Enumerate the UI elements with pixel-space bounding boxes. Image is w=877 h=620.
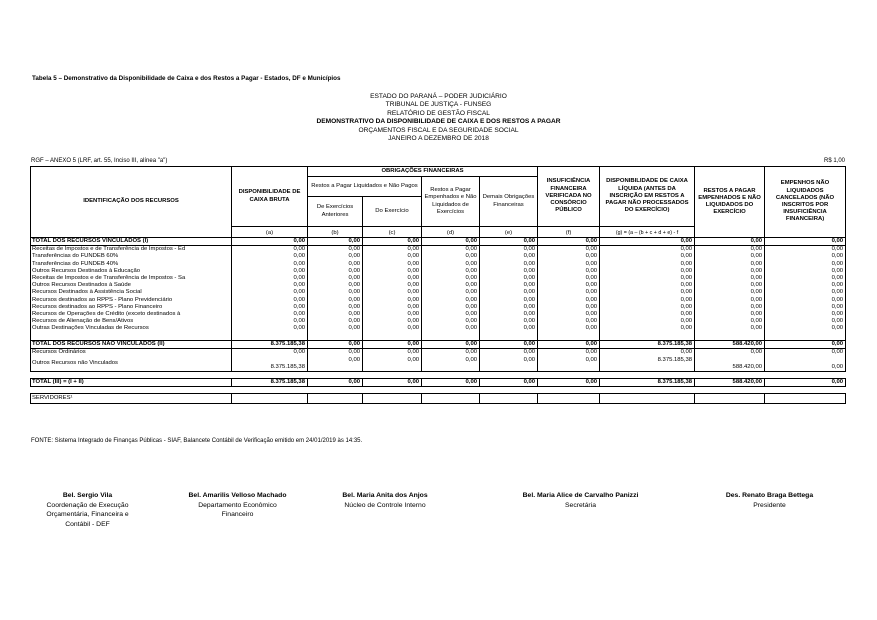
row-label: TOTAL (III) = (I + II) xyxy=(31,378,232,386)
cell: 0,00 xyxy=(695,349,765,357)
cell: 0,00 xyxy=(600,318,695,325)
header-line-2: TRIBUNAL DE JUSTIÇA - FUNSEG xyxy=(385,101,492,109)
cell: 0,00 xyxy=(363,268,422,275)
cell: 0,00 xyxy=(480,289,538,296)
row-total-geral xyxy=(31,378,846,386)
cell: 0,00 xyxy=(538,261,600,268)
cell: 0,00 xyxy=(538,378,600,386)
cell: 8.375.185,38 xyxy=(600,378,695,386)
col-disponibilidade: DISPONIBILIDADE DE CAIXA BRUTA xyxy=(232,167,308,227)
cell: 0,00 xyxy=(363,246,422,254)
cell: 0,00 xyxy=(422,289,480,296)
table-row xyxy=(31,297,846,304)
cell: 0,00 xyxy=(363,289,422,296)
table-row xyxy=(31,268,846,275)
cell: 0,00 xyxy=(765,238,846,246)
cell: 8.375.185,38 xyxy=(232,378,308,386)
cell: 0,00 xyxy=(422,349,480,357)
cell: 8.375.185,38 xyxy=(232,357,308,372)
row-label: Recursos de Alienação de Bens/Ativos xyxy=(31,318,232,325)
cell: 0,00 xyxy=(538,238,600,246)
signatory-role: Coordenação de Execução xyxy=(46,501,129,509)
signature-block xyxy=(30,491,145,529)
cell: 0,00 xyxy=(765,282,846,289)
row-label: Outros Recursos não Vinculados xyxy=(31,357,232,372)
cell: 0,00 xyxy=(480,318,538,325)
col-restos-empenhados: Restos a Pagar Empenhados e Não Liquidados de Exercícios xyxy=(422,177,480,227)
signatory-role: Contábil - DEF xyxy=(65,520,110,528)
cell: 0,00 xyxy=(232,289,308,296)
table-row xyxy=(31,246,846,254)
cell: 0,00 xyxy=(363,349,422,357)
cell: 0,00 xyxy=(308,238,363,246)
cell: 0,00 xyxy=(422,275,480,282)
cell: 0,00 xyxy=(308,289,363,296)
cell: 0,00 xyxy=(422,268,480,275)
cell: 0,00 xyxy=(308,261,363,268)
cell: 0,00 xyxy=(422,238,480,246)
cell: 8.375.185,38 xyxy=(600,357,695,372)
cell: 0,00 xyxy=(765,311,846,318)
table-row xyxy=(31,253,846,260)
cell: 0,00 xyxy=(765,268,846,275)
cell: 0,00 xyxy=(232,304,308,311)
cell: 0,00 xyxy=(308,325,363,332)
col-obrigacoes: OBRIGAÇÕES FINANCEIRAS xyxy=(308,167,538,177)
cell: 0,00 xyxy=(480,246,538,254)
cell: 0,00 xyxy=(600,311,695,318)
cell: 0,00 xyxy=(600,349,695,357)
cell: 0,00 xyxy=(480,341,538,349)
cell: 0,00 xyxy=(600,304,695,311)
table-row xyxy=(31,261,846,268)
row-label: Receitas de Impostos e de Transferência de Impostos - Sa xyxy=(31,275,232,282)
cell: 0,00 xyxy=(363,253,422,260)
row-label: Recursos destinados ao RPPS - Plano Previdenciário xyxy=(31,297,232,304)
cell: 0,00 xyxy=(765,253,846,260)
cell: 0,00 xyxy=(422,261,480,268)
table-row xyxy=(31,311,846,318)
cell: 0,00 xyxy=(765,289,846,296)
cell: 588.420,00 xyxy=(695,357,765,372)
cell: 0,00 xyxy=(232,349,308,357)
cell: 0,00 xyxy=(765,304,846,311)
col-disponibilidade-liquida: DISPONIBILIDADE DE CAIXA LÍQUIDA (ANTES DA INSCRIÇÃO EM RESTOS A PAGAR NÃO PROCESSADOS DO EXERCÍCIO) xyxy=(600,167,695,227)
row-servidores xyxy=(31,393,846,403)
signatory-name: Bel. Amarilis Velloso Machado xyxy=(188,492,287,499)
cell: 0,00 xyxy=(232,246,308,254)
table-row xyxy=(31,304,846,311)
cell: 0,00 xyxy=(363,282,422,289)
cell: 0,00 xyxy=(538,275,600,282)
letter-c: (c) xyxy=(363,227,422,238)
cell: 0,00 xyxy=(232,325,308,332)
cell: 0,00 xyxy=(363,261,422,268)
header-line-4: DEMONSTRATIVO DA DISPONIBILIDADE DE CAIXA E DOS RESTOS A PAGAR xyxy=(316,118,561,126)
cell: 0,00 xyxy=(695,282,765,289)
cell: 0,00 xyxy=(765,341,846,349)
letter-a: (a) xyxy=(232,227,308,238)
cell: 0,00 xyxy=(538,304,600,311)
signatory-role: Financeiro xyxy=(221,511,254,518)
table-row xyxy=(31,318,846,325)
cell: 0,00 xyxy=(308,318,363,325)
row-label: Transferências do FUNDEB 60% xyxy=(31,253,232,260)
cell: 0,00 xyxy=(363,297,422,304)
cell: 0,00 xyxy=(363,378,422,386)
cell: 0,00 xyxy=(538,297,600,304)
cell: 0,00 xyxy=(422,318,480,325)
signatory-role: Núcleo de Controle Interno xyxy=(344,501,426,509)
cell: 0,00 xyxy=(480,325,538,332)
cell: 0,00 xyxy=(765,297,846,304)
cell: 0,00 xyxy=(695,246,765,254)
cell: 0,00 xyxy=(422,282,480,289)
cell: 0,00 xyxy=(538,349,600,357)
cell: 0,00 xyxy=(363,311,422,318)
row-label: Recursos de Operações de Crédito (exceto destinados à xyxy=(31,311,232,318)
cell: 0,00 xyxy=(480,261,538,268)
cell: 0,00 xyxy=(480,282,538,289)
row-label: TOTAL DOS RECURSOS VINCULADOS (I) xyxy=(31,238,232,246)
page-title: Tabela 5 – Demonstrativo da Disponibilidade de Caixa e dos Restos a Pagar - Estados, DF e Municípios xyxy=(32,75,341,82)
header-line-5: ORÇAMENTOS FISCAL E DA SEGURIDADE SOCIAL xyxy=(358,126,519,134)
cell: 0,00 xyxy=(422,304,480,311)
cell: 0,00 xyxy=(600,275,695,282)
cell: 0,00 xyxy=(363,275,422,282)
report-header xyxy=(0,93,877,143)
cell: 0,00 xyxy=(232,311,308,318)
cell: 0,00 xyxy=(363,238,422,246)
cell: 0,00 xyxy=(422,297,480,304)
signatory-role: Secretária xyxy=(565,501,596,509)
cell: 0,00 xyxy=(765,349,846,357)
cell: 0,00 xyxy=(600,325,695,332)
row-label: Outros Recursos Destinados à Saúde xyxy=(31,282,232,289)
table-row xyxy=(31,282,846,289)
cell: 0,00 xyxy=(308,304,363,311)
col-demais: Demais Obrigações Financeiras xyxy=(480,177,538,227)
letter-b: (b) xyxy=(308,227,363,238)
row-label: TOTAL DOS RECURSOS NÃO VINCULADOS (II) xyxy=(31,341,232,349)
row-label: Recursos Destinados à Assistência Social xyxy=(31,289,232,296)
cell: 0,00 xyxy=(600,297,695,304)
cell: 0,00 xyxy=(480,349,538,357)
cell: 0,00 xyxy=(538,311,600,318)
col-exercicios-anteriores: De Exercícios Anteriores xyxy=(308,197,363,227)
cell: 0,00 xyxy=(695,318,765,325)
spacer-row xyxy=(31,386,846,393)
signatory-role: Orçamentária, Financeira e xyxy=(46,511,129,518)
cell: 0,00 xyxy=(363,341,422,349)
header-line-1: ESTADO DO PARANÁ – PODER JUDICIÁRIO xyxy=(370,93,507,100)
col-restos-nao-liquidados: RESTOS A PAGAR EMPENHADOS E NÃO LIQUIDADOS DO EXERCÍCIO xyxy=(695,167,765,238)
cell: 0,00 xyxy=(232,238,308,246)
cell: 0,00 xyxy=(765,325,846,332)
cell: 0,00 xyxy=(695,311,765,318)
cell: 0,00 xyxy=(600,268,695,275)
cell: 0,00 xyxy=(308,268,363,275)
cell: 0,00 xyxy=(765,318,846,325)
cell: 0,00 xyxy=(538,325,600,332)
signatory-name: Bel. Maria Alice de Carvalho Panizzi xyxy=(522,492,639,499)
cell: 0,00 xyxy=(422,341,480,349)
cell: 0,00 xyxy=(600,261,695,268)
signature-block xyxy=(498,491,663,510)
legal-reference: RGF – ANEXO 5 (LRF, art. 55, Inciso III, alínea "a") xyxy=(31,158,168,164)
cell: 0,00 xyxy=(308,246,363,254)
cell: 0,00 xyxy=(363,318,422,325)
row-label: Recursos Ordinários xyxy=(31,349,232,357)
cell: 0,00 xyxy=(695,289,765,296)
signatory-role: Departamento Econômico xyxy=(198,501,277,509)
cell: 0,00 xyxy=(538,318,600,325)
signatory-name: Des. Renato Braga Bettega xyxy=(725,492,814,499)
source-note: FONTE: Sistema Integrado de Finanças Públicas - SIAF, Balancete Contábil de Verificação emitido em 24/01/2019 às 14:35. xyxy=(31,438,363,444)
cell: 0,00 xyxy=(538,341,600,349)
cell: 0,00 xyxy=(538,357,600,372)
cell: 0,00 xyxy=(308,311,363,318)
signature-block xyxy=(325,491,445,510)
cell: 0,00 xyxy=(480,311,538,318)
cell: 0,00 xyxy=(600,289,695,296)
row-recursos-ordinarios xyxy=(31,349,846,357)
cell: 588.420,00 xyxy=(695,341,765,349)
cell: 8.375.185,38 xyxy=(600,341,695,349)
cell: 588.420,00 xyxy=(695,378,765,386)
cell: 0,00 xyxy=(308,349,363,357)
cell: 0,00 xyxy=(363,357,422,372)
cell: 0,00 xyxy=(538,282,600,289)
col-empenhos-cancelados: EMPENHOS NÃO LIQUIDADOS CANCELADOS (NÃO INSCRITOS POR INSUFICIÊNCIA FINANCEIRA) xyxy=(765,167,846,238)
letter-e: (e) xyxy=(480,227,538,238)
currency-unit: R$ 1,00 xyxy=(823,158,845,164)
row-label: Transferências do FUNDEB 40% xyxy=(31,261,232,268)
cell: 0,00 xyxy=(480,275,538,282)
cell: 0,00 xyxy=(538,268,600,275)
col-restos-liquidados: Restos a Pagar Liquidados e Não Pagos xyxy=(308,177,422,197)
cell: 8.375.185,38 xyxy=(232,341,308,349)
letter-f: (f) xyxy=(538,227,600,238)
cell: 0,00 xyxy=(422,311,480,318)
spacer-row xyxy=(31,371,846,378)
signature-block xyxy=(175,491,300,520)
cell: 0,00 xyxy=(308,357,363,372)
cell: 0,00 xyxy=(232,282,308,289)
header-line-3: RELATÓRIO DE GESTÃO FISCAL xyxy=(387,109,490,117)
cell: 0,00 xyxy=(232,275,308,282)
header-line-6: JANEIRO A DEZEMBRO DE 2018 xyxy=(388,135,489,143)
cell: 0,00 xyxy=(695,261,765,268)
cell: 0,00 xyxy=(695,304,765,311)
cell: 0,00 xyxy=(765,261,846,268)
cell: 0,00 xyxy=(232,253,308,260)
col-identificacao: IDENTIFICAÇÃO DOS RECURSOS xyxy=(31,167,232,238)
cell: 0,00 xyxy=(232,261,308,268)
signatory-name: Bel. Sergio Vila xyxy=(62,492,113,499)
cell: 0,00 xyxy=(695,238,765,246)
cell: 0,00 xyxy=(232,268,308,275)
table-row xyxy=(31,325,846,332)
cell: 0,00 xyxy=(422,378,480,386)
cell: 0,00 xyxy=(695,268,765,275)
cell: 0,00 xyxy=(765,246,846,254)
cell: 0,00 xyxy=(765,357,846,372)
blank-row xyxy=(31,333,846,341)
row-label: Receitas de Impostos e de Transferência de Impostos - Ed xyxy=(31,246,232,254)
cell: 0,00 xyxy=(765,275,846,282)
signatory-name: Bel. Maria Anita dos Anjos xyxy=(342,492,428,499)
cell: 0,00 xyxy=(538,289,600,296)
cell: 0,00 xyxy=(422,325,480,332)
cell: 0,00 xyxy=(480,357,538,372)
cell: 0,00 xyxy=(480,268,538,275)
cell: 0,00 xyxy=(538,253,600,260)
cell: 0,00 xyxy=(695,297,765,304)
cell: 0,00 xyxy=(765,378,846,386)
cell: 0,00 xyxy=(480,238,538,246)
row-label: Recursos destinados ao RPPS - Plano Financeiro xyxy=(31,304,232,311)
table-row xyxy=(31,275,846,282)
rgf-table xyxy=(30,166,846,404)
table-row xyxy=(31,289,846,296)
cell: 0,00 xyxy=(308,297,363,304)
cell: 0,00 xyxy=(695,253,765,260)
row-label: SERVIDORES¹ xyxy=(31,393,232,403)
cell: 0,00 xyxy=(363,325,422,332)
cell: 0,00 xyxy=(308,378,363,386)
signatory-role: Presidente xyxy=(753,501,786,509)
cell: 0,00 xyxy=(480,253,538,260)
signature-block xyxy=(707,491,832,510)
cell: 0,00 xyxy=(600,238,695,246)
row-total-vinculados xyxy=(31,238,846,246)
row-outros-nao-vinculados xyxy=(31,357,846,372)
cell: 0,00 xyxy=(480,297,538,304)
cell: 0,00 xyxy=(363,304,422,311)
cell: 0,00 xyxy=(308,282,363,289)
cell: 0,00 xyxy=(480,378,538,386)
letter-g: (g) = (a – (b + c + d + e) - f xyxy=(600,227,695,238)
cell: 0,00 xyxy=(422,253,480,260)
cell: 0,00 xyxy=(422,357,480,372)
row-total-nao-vinculados xyxy=(31,341,846,349)
cell: 0,00 xyxy=(695,325,765,332)
cell: 0,00 xyxy=(600,253,695,260)
cell: 0,00 xyxy=(695,275,765,282)
cell: 0,00 xyxy=(308,253,363,260)
cell: 0,00 xyxy=(308,275,363,282)
cell: 0,00 xyxy=(600,282,695,289)
row-label: Outras Destinações Vinculadas de Recursos xyxy=(31,325,232,332)
cell: 0,00 xyxy=(480,304,538,311)
cell: 0,00 xyxy=(232,318,308,325)
letter-d: (d) xyxy=(422,227,480,238)
col-insuficiencia: INSUFICIÊNCIA FINANCEIRA VERIFICADA NO CONSÓRCIO PÚBLICO xyxy=(538,167,600,227)
row-label: Outros Recursos Destinados à Educação xyxy=(31,268,232,275)
cell: 0,00 xyxy=(600,246,695,254)
cell: 0,00 xyxy=(422,246,480,254)
col-do-exercicio: Do Exercício xyxy=(363,197,422,227)
cell: 0,00 xyxy=(232,297,308,304)
cell: 0,00 xyxy=(308,341,363,349)
cell: 0,00 xyxy=(538,246,600,254)
